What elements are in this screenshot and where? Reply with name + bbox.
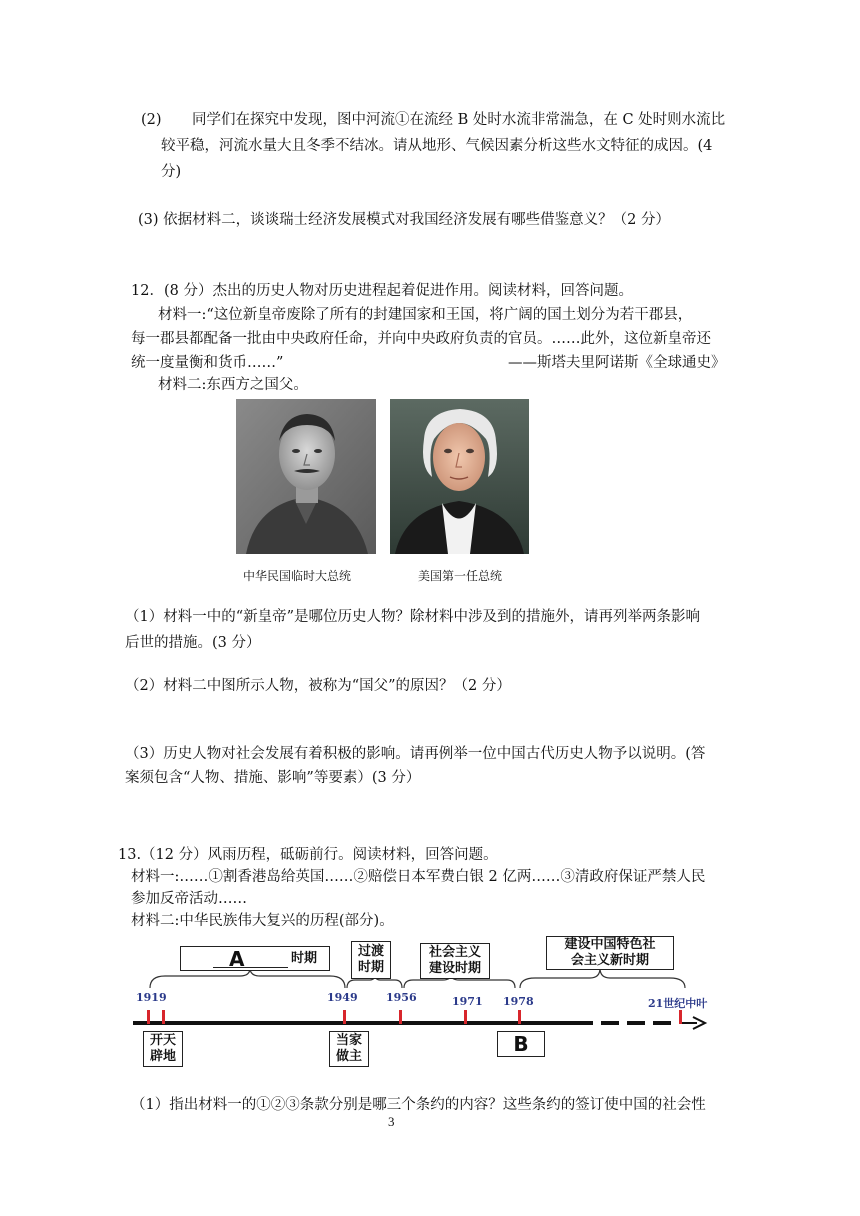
q13-header: 13.（12 分）风雨历程，砥砺前行。阅读材料，回答问题。: [118, 847, 498, 863]
q11-part2-line3: 分): [161, 164, 182, 180]
q13-material1-line2: 参加反帝活动……: [131, 891, 247, 907]
new-era-label: 建设中国特色社 会主义新时期: [564, 937, 656, 968]
q12-material1-source: ——斯塔夫里阿诺斯《全球通史》: [508, 355, 726, 371]
tick-21st-century: [679, 1010, 682, 1024]
q12-material1-line2: 每一郡县都配备一批由中央政府任命，并向中央政府负责的官员。……此外，这位新皇帝还: [131, 331, 711, 347]
q11-part2-line2: 较平稳，河流水量大且冬季不结冰。请从地形、气候因素分析这些水文特征的成因。(4: [161, 138, 713, 154]
caption-right: 美国第一任总统: [418, 569, 503, 583]
period-a-letter: A: [229, 947, 245, 971]
tick-1971: [464, 1010, 467, 1024]
tick-1978: [518, 1010, 521, 1024]
socialist-construction-label: 社会主义 建设时期: [428, 945, 481, 976]
q13-material1-line1: 材料一:……①割香港岛给英国……②赔偿日本军费白银 2 亿两……③清政府保证严禁人民: [131, 869, 706, 885]
tick-1949: [343, 1010, 346, 1024]
socialist-construction-box: [420, 943, 490, 979]
dangjia-zuozhu-box: [329, 1031, 369, 1067]
q12-question1-line2: 后世的措施。(3 分）: [125, 635, 261, 651]
q13-question1: （1）指出材料一的①②③条款分别是哪三个条约的内容？这些条约的签订使中国的社会性: [131, 1097, 706, 1113]
b-box: [497, 1031, 545, 1057]
q12-question1-line1: （1）材料一中的“新皇帝”是哪位历史人物？除材料中涉及到的措施外，请再列举两条影响: [125, 609, 701, 625]
q12-material1-line1: 材料一:“这位新皇帝废除了所有的封建国家和王国，将广阔的国土划分为若干郡县，: [158, 307, 693, 323]
q12-header: 12．(8 分）杰出的历史人物对历史进程起着促进作用。阅读材料，回答问题。: [131, 283, 633, 299]
transition-period-label: 过渡 时期: [357, 944, 384, 975]
tick-1919a: [147, 1010, 150, 1024]
portrait-photo-left: [236, 399, 376, 554]
q11-part2-number: (2): [141, 112, 162, 128]
q12-question2: （2）材料二中图所示人物，被称为“国父”的原因？（2 分）: [125, 678, 511, 694]
page-number: 3: [388, 1114, 395, 1129]
portrait-photo-right: [390, 399, 529, 554]
blank-underline: [213, 967, 288, 968]
q11-part2-line1: 同学们在探究中发现，图中河流①在流经 B 处时水流非常湍急，在 C 处时则水流比: [192, 112, 726, 128]
q12-question3-line1: （3）历史人物对社会发展有着积极的影响。请再例举一位中国古代历史人物予以说明。(答: [125, 746, 706, 762]
kaitian-pidi-box: [143, 1031, 183, 1067]
q11-part3: (3) 依据材料二，谈谈瑞士经济发展模式对我国经济发展有哪些借鉴意义？（2 分）: [138, 212, 670, 228]
q12-question3-line2: 案须包含“人物、措施、影响”等要素）(3 分）: [125, 770, 421, 786]
year-1956: 1956: [386, 991, 417, 1004]
transition-period-box: [351, 941, 391, 979]
q13-material2: 材料二:中华民族伟大复兴的历程(部分)。: [131, 913, 394, 929]
tick-1919b: [162, 1010, 165, 1024]
year-21st-century: 21世纪中叶: [648, 997, 708, 1010]
period-a-box: [180, 946, 330, 971]
dangjia-zuozhu-label: 当家 做主: [335, 1033, 362, 1064]
year-1919: 1919: [136, 991, 167, 1004]
tick-1956: [399, 1010, 402, 1024]
revival-timeline: [125, 936, 715, 1066]
year-1971: 1971: [452, 995, 483, 1008]
year-1978: 1978: [503, 995, 534, 1008]
period-a-suffix: 时期: [291, 951, 318, 966]
year-1949: 1949: [327, 991, 358, 1004]
new-era-box: [546, 936, 674, 970]
caption-left: 中华民国临时大总统: [243, 569, 352, 583]
q12-material1-line3: 统一度量衡和货币……”: [131, 355, 284, 371]
kaitian-pidi-label: 开天 辟地: [149, 1033, 176, 1064]
q12-material2: 材料二:东西方之国父。: [158, 377, 308, 393]
b-letter: B: [513, 1032, 529, 1056]
